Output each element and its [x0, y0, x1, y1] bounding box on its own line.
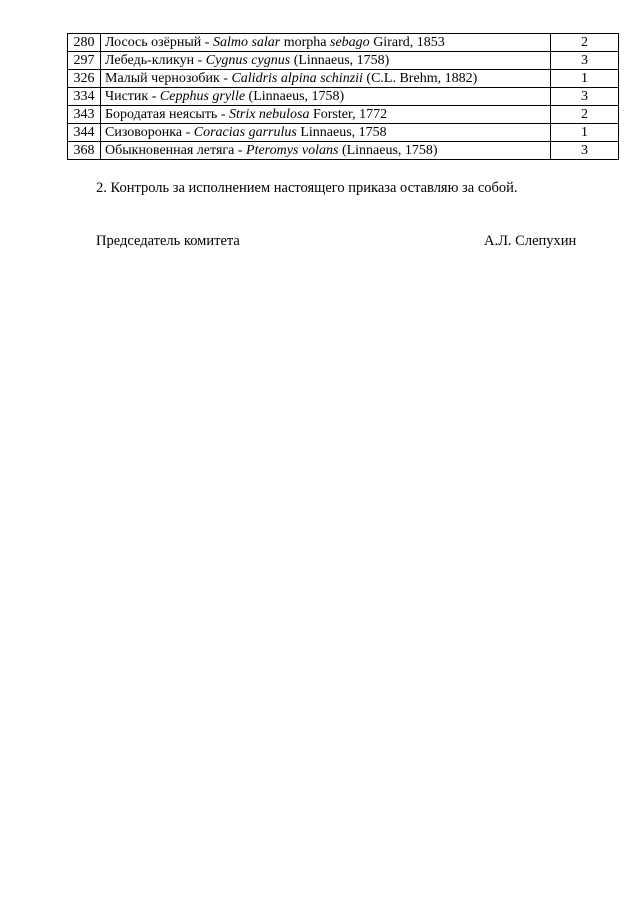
table-row: [68, 70, 619, 88]
species-name: [101, 34, 551, 52]
species-author: (C.L. Brehm, 1882): [362, 70, 478, 86]
status-category: 2: [551, 34, 619, 52]
table-row: [68, 106, 619, 124]
russian-name: Лебедь-кликун -: [105, 52, 206, 68]
species-author: (Linnaeus, 1758): [245, 88, 345, 104]
species-name: [101, 106, 551, 124]
species-name: [101, 52, 551, 70]
status-category: 3: [551, 88, 619, 106]
row-number: 343: [68, 106, 101, 124]
latin-name: Coracias garrulus: [193, 124, 297, 140]
russian-name: Лосось озёрный -: [105, 34, 213, 50]
row-number: 280: [68, 34, 101, 52]
status-category: 1: [551, 70, 619, 88]
species-author: Linnaeus, 1758: [296, 124, 387, 140]
status-category: 2: [551, 106, 619, 124]
latin-name: Salmo salar: [212, 34, 281, 50]
species-table: [67, 33, 619, 160]
table-row: [68, 142, 619, 160]
row-number: 344: [68, 124, 101, 142]
russian-name: Малый чернозобик -: [105, 70, 232, 86]
latin-name: Cepphus grylle: [159, 88, 246, 104]
row-number: 297: [68, 52, 101, 70]
species-author: (Linnaeus, 1758): [338, 142, 438, 158]
species-author: Forster, 1772: [309, 106, 388, 122]
table-row: [68, 34, 619, 52]
name-connector: morpha: [280, 34, 331, 50]
species-name: [101, 124, 551, 142]
signatory-position: Председатель комитета: [96, 233, 240, 249]
species-name: [101, 142, 551, 160]
russian-name: Чистик -: [105, 88, 160, 104]
latin-name: Strix nebulosa: [228, 106, 310, 122]
table-row: [68, 124, 619, 142]
russian-name: Обыкновенная летяга -: [105, 142, 247, 158]
row-number: 326: [68, 70, 101, 88]
status-category: 3: [551, 52, 619, 70]
latin-name: Cygnus cygnus: [205, 52, 291, 68]
species-author: (Linnaeus, 1758): [290, 52, 390, 68]
status-category: 3: [551, 142, 619, 160]
species-name: [101, 88, 551, 106]
row-number: 368: [68, 142, 101, 160]
row-number: 334: [68, 88, 101, 106]
control-paragraph: 2. Контроль за исполнением настоящего приказа оставляю за собой.: [96, 180, 518, 196]
status-category: 1: [551, 124, 619, 142]
species-name: [101, 70, 551, 88]
signatory-name: А.Л. Слепухин: [484, 233, 577, 249]
russian-name: Бородатая неясыть -: [105, 106, 229, 122]
russian-name: Сизоворонка -: [105, 124, 194, 140]
table-row: [68, 88, 619, 106]
table-row: [68, 52, 619, 70]
latin-name: Calidris alpina schinzii: [231, 70, 363, 86]
latin-name-extra: sebago: [330, 34, 370, 50]
latin-name: Pteromys volans: [246, 142, 339, 158]
species-author: Girard, 1853: [369, 34, 445, 50]
